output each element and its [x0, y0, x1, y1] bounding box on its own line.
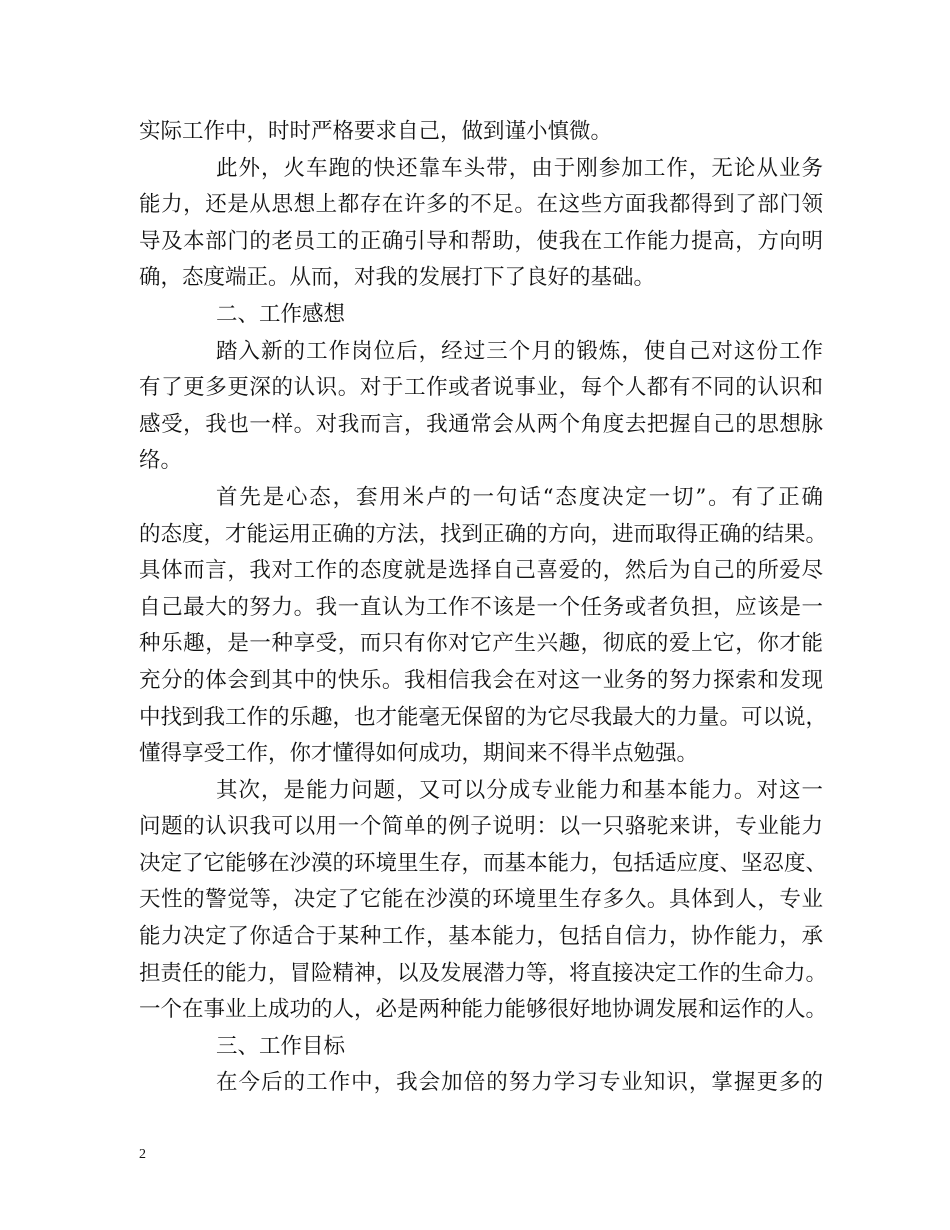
text-line: 感受，我也一样。对我而言，我通常会从两个角度去把握自己的思想脉 [139, 411, 823, 437]
text-line: 中找到我工作的乐趣，也才能毫无保留的为它尽我最大的力量。可以说， [139, 704, 828, 730]
page-number: 2 [139, 1147, 146, 1162]
text-line: 天性的警觉等，决定了它能在沙漠的环境里生存多久。具体到人，专业 [139, 887, 823, 913]
body-text [139, 114, 828, 1102]
text-line: 的态度，才能运用正确的方法，找到正确的方向，进而取得正确的结果。 [139, 521, 828, 547]
text-line: 能力，还是从思想上都存在许多的不足。在这些方面我都得到了部门领 [139, 192, 823, 218]
text-line: 实际工作中，时时严格要求自己，做到谨小慎微。 [139, 119, 613, 144]
paragraph-start-line: 首先是心态，套用米卢的一句话“态度决定一切”。有了正确 [216, 484, 823, 510]
text-line: 充分的体会到其中的快乐。我相信我会在对这一业务的努力探索和发现 [139, 667, 823, 693]
paragraph-start-line: 踏入新的工作岗位后，经过三个月的锻炼，使自己对这份工作 [216, 338, 823, 364]
paragraph-start-line: 此外，火车跑的快还靠车头带，由于刚参加工作，无论从业务 [216, 155, 823, 181]
text-line: 具体而言，我对工作的态度就是选择自己喜爱的，然后为自己的所爱尽 [139, 558, 823, 584]
text-line: 自己最大的努力。我一直认为工作不该是一个任务或者负担，应该是一 [139, 594, 823, 620]
text-line: 懂得享受工作，你才懂得如何成功，期间来不得半点勉强。 [139, 741, 699, 767]
text-line: 种乐趣，是一种享受，而只有你对它产生兴趣，彻底的爱上它，你才能 [139, 631, 823, 657]
text-line: 络。 [139, 448, 183, 474]
text-line: 能力决定了你适合于某种工作，基本能力，包括自信力，协作能力，承 [139, 924, 823, 950]
text-line: 一个在事业上成功的人，必是两种能力能够很好地协调发展和运作的人。 [139, 997, 828, 1023]
text-line: 问题的认识我可以用一个简单的例子说明：以一只骆驼来讲，专业能力 [139, 814, 823, 840]
text-line: 确，态度端正。从而，对我的发展打下了良好的基础。 [139, 265, 656, 291]
text-line: 担责任的能力，冒险精神，以及发展潜力等，将直接决定工作的生命力。 [139, 960, 828, 986]
section-heading: 三、工作目标 [216, 1033, 346, 1059]
text-line: 导及本部门的老员工的正确引导和帮助，使我在工作能力提高，方向明 [139, 228, 823, 254]
text-line: 决定了它能够在沙漠的环境里生存，而基本能力，包括适应度、坚忍度、 [139, 850, 828, 876]
paragraph-start-line: 在今后的工作中，我会加倍的努力学习专业知识，掌握更多的 [216, 1070, 823, 1096]
text-line: 有了更多更深的认识。对于工作或者说事业，每个人都有不同的认识和 [139, 375, 823, 401]
section-heading: 二、工作感想 [216, 301, 346, 327]
paragraph-start-line: 其次，是能力问题，又可以分成专业能力和基本能力。对这一 [216, 777, 823, 803]
